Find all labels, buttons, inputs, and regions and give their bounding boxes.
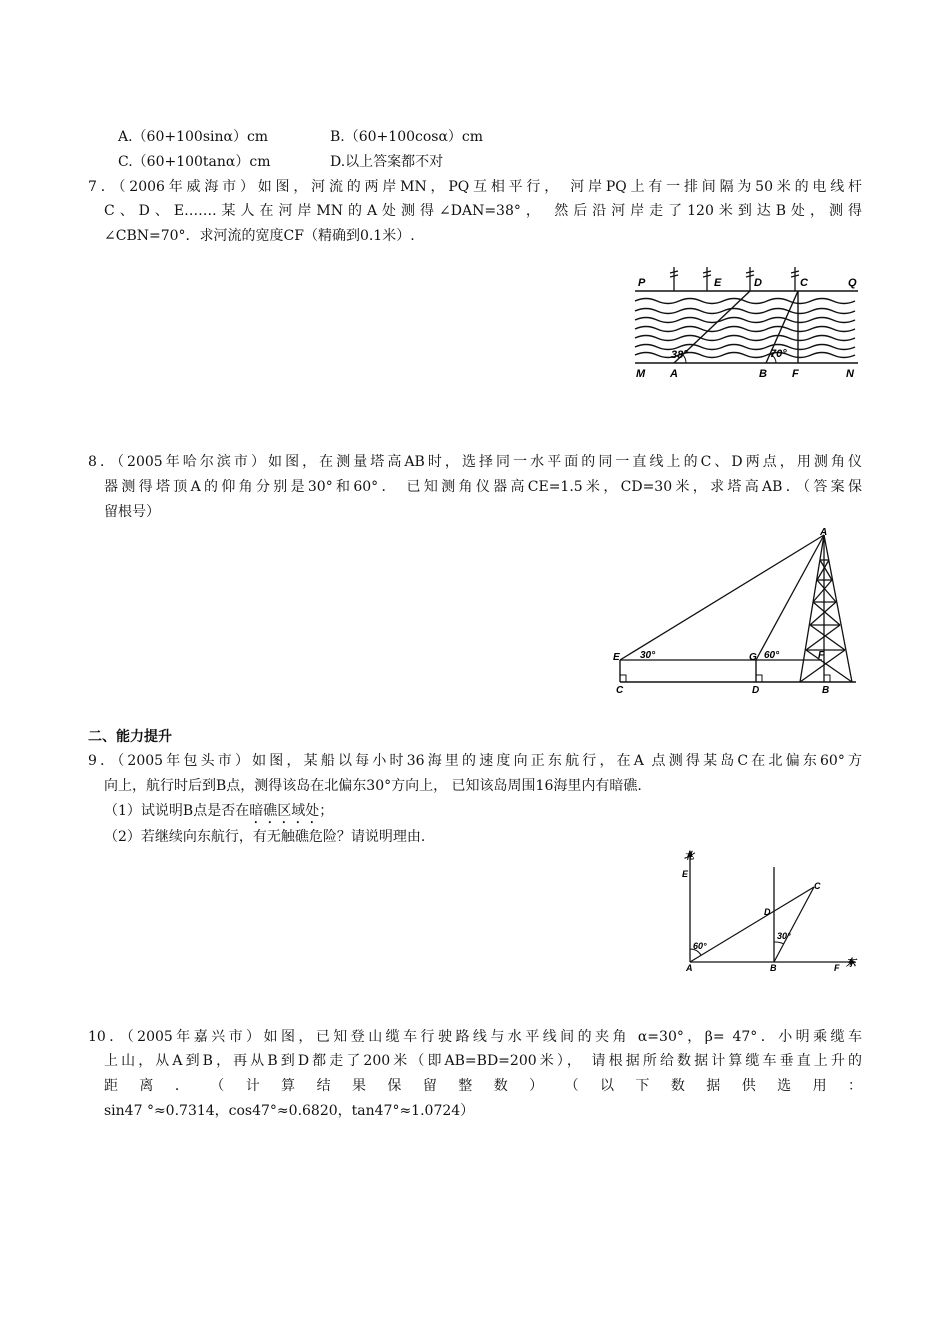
label-b: B [822,685,830,696]
q10-line-3: 距 离 ． （ 计 算 结 果 保 留 整 数 ） （ 以 下 数 据 供 选 用 ： [104,1078,862,1094]
q9-sub-1-emphasis: 暗礁区域处 [249,803,320,819]
label-c: C [814,881,821,891]
q7-line-1: 7．（2006年威海市）如图，河流的两岸MN，PQ互相平行， 河岸PQ上有一排间隔为50米的电线杆 [88,179,862,195]
label-a: A [670,368,678,380]
q9-line-2: 向上，航行时后到B点，测得该岛在北偏东30°方向上， 已知该岛周围16海里内有暗礁. [104,778,642,794]
label-f: F [818,650,825,661]
angle-label-e: 30° [640,650,656,661]
q7-line-3: ∠CBN=70°．求河流的宽度CF（精确到0.1米）. [104,228,415,244]
q10-line-2: 上山，从A到B，再从B到D都走了200米（即AB=BD=200米）， 请根据所给数据计算缆车垂直上升的 [104,1053,862,1069]
river-waves [635,299,855,358]
angle-label-a: 60° [693,941,707,951]
label-e: E [613,652,620,663]
q10-line-1: 10．（2005年嘉兴市）如图，已知登山缆车行驶路线与水平线间的夹角 α=30°，β= 47°．小明乘缆车 [88,1029,862,1045]
q8-line-1: 8．（2005年哈尔滨市）如图，在测量塔高AB时，选择同一水平面的同一直线上的C、D两点，用测角仪 [88,454,862,470]
q9-line-1: 9．（2005年包头市）如图，某船以每小时36海里的速度向正东航行，在A 点测得某岛C在北偏东60°方 [88,753,862,769]
q9-navigation-figure [680,845,865,975]
right-angle-c [620,675,626,682]
north-label: 北 [684,851,694,862]
label-c: C [616,685,624,696]
q7-river-figure [630,255,870,380]
q9-sub-2: （2）若继续向东航行，有无触礁危险？请说明理由. [104,829,426,845]
q8-tower-figure [612,525,862,700]
angle-label-a: 38° [671,349,688,361]
label-n: N [846,368,854,380]
right-angle-b [824,675,830,682]
section-title: 二、能力提升 [88,729,172,745]
utility-poles [670,267,799,291]
label-a: A [686,963,693,973]
label-d: D [764,907,771,917]
line-ac [690,887,814,962]
label-a: A [820,527,828,538]
option-b: B.（60+100cosα）cm [330,129,484,145]
label-c: C [800,277,808,289]
angle-label-b: 30° [777,931,791,941]
label-b: B [770,963,777,973]
angle-label-g: 60° [764,650,780,661]
label-m: M [636,368,646,380]
angle-label-b: 70° [770,348,787,360]
label-f: F [834,963,840,973]
label-e: E [714,277,722,289]
label-d: D [752,685,760,696]
angle-arc-b [774,942,784,944]
label-q: Q [848,277,857,289]
east-label: 东 [846,958,856,969]
label-d: D [754,277,762,289]
label-g: G [749,652,757,663]
q8-line-2: 器测得塔顶A的仰角分别是30°和60°． 已知测角仪器高CE=1.5米，CD=30米，求塔高AB．（答案保 [104,479,862,495]
option-d: D.以上答案都不对 [330,154,444,170]
line-bc [774,887,814,962]
label-p: P [638,277,646,289]
label-f: F [792,368,799,380]
option-c: C.（60+100tanα）cm [118,154,271,170]
q7-line-2: C、D、E…….某人在河岸MN的A处测得∠DAN=38°， 然后沿河岸走了120米到达B处，测得 [104,203,862,219]
label-b: B [759,368,767,380]
right-angle-d [756,675,762,682]
q9-sub-1-post: ； [319,803,334,819]
q10-line-4: sin47 °≈0.7314，cos47°≈0.6820，tan47°≈1.0724） [104,1103,475,1119]
q9-sub-1 [104,801,333,827]
q8-line-3: 留根号） [104,504,160,520]
label-e: E [682,869,689,879]
q9-sub-1-pre: （1）试说明B点是否在 [104,803,250,819]
option-a: A.（60+100sinα）cm [118,129,269,145]
sight-line-ea [620,535,824,660]
